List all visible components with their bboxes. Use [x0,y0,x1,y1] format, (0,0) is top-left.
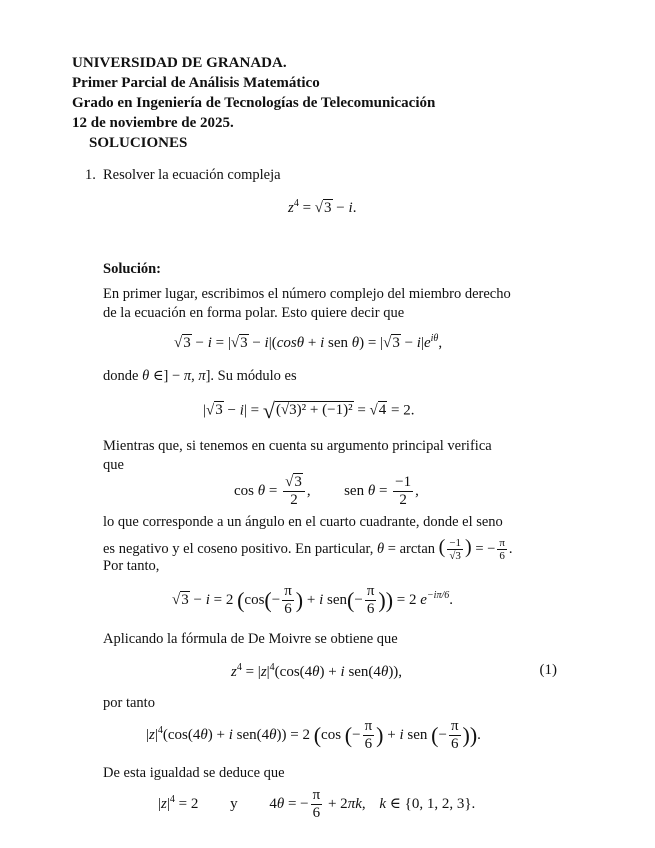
paragraph-4-line-3: Por tanto, [103,558,160,574]
equation-number: (1) [539,662,557,678]
de-moivre-equation: $z^4 = |z|^4(\cos(4\theta) + i$ sen(4θ)), [231,662,403,680]
equality-equation: $|z|^4(\cos(4\theta) + i$ sen(4θ)) = 2 (cos (− $\frac{\pi}{6}$ ) + i sen (− $\frac{\pi}{6}$ )). [146,718,481,752]
exam-date: 12 de noviembre de 2025. [72,115,234,131]
paragraph-4-line-2: es negativo y el coseno positivo. En particular, θ = arctan ( $\frac{-1}{√3}$ ) = − $\frac{\pi}{6}$ . [103,535,513,562]
paragraph-7: De esta igualdad se deduce que [103,765,285,781]
solution-heading: Solución: [103,261,162,277]
paragraph-1-line-1: En primer lugar, escribimos el número complejo del miembro derecho [103,286,511,302]
paragraph-3-line-2: que [103,457,124,473]
modulus-equation: |√3 − i| = √(√3)² + (−1)² = √4 = 2. [203,398,415,423]
problem-statement: Resolver la ecuación compleja [103,167,281,183]
trigonometric-form-equation: √3 − i = 2 (cos(− $\frac{\pi}{6}$ ) + i sen(− $\frac{\pi}{6}$ )) = 2 $e^{-i\pi/6}$. [172,583,454,617]
university-title: UNIVERSIDAD DE GRANADA. [72,55,287,71]
polar-form-equation: √3 − i = |√3 − i|(cosθ + i sen $\theta) = |√3 - i|e^{i\theta}$, [174,333,443,351]
paragraph-4-line-1: lo que corresponde a un ángulo en el cuarto cuadrante, donde el seno [103,514,503,530]
paragraph-5: Aplicando la fórmula de De Moivre se obtiene que [103,631,398,647]
problem-equation: $z^4 = √3 - i$. [288,198,357,216]
document-header [72,53,435,153]
deduced-equations: $|z|^4 = 2$ y 4θ = − $\frac{\pi}{6}$ + 2πk, k ∈ {0, 1, 2, 3}. [158,787,476,821]
exam-title: Primer Parcial de Análisis Matemático [72,75,320,91]
solutions-heading: SOLUCIONES [89,135,188,151]
argument-equations: cos θ = $\frac{√3}{2}$ , sen θ = $\frac{-1}{2}$ , [234,474,419,508]
paragraph-3-line-1: Mientras que, si tenemos en cuenta su argumento principal verifica [103,438,492,454]
degree-title: Grado en Ingeniería de Tecnologías de Telecomunicación [72,95,436,111]
paragraph-1-line-2: de la ecuación en forma polar. Esto quiere decir que [103,305,405,321]
problem-number: 1. [85,167,96,183]
paragraph-6: por tanto [103,695,155,711]
paragraph-2: donde θ ∈] − π, π]. Su módulo es [103,368,297,384]
